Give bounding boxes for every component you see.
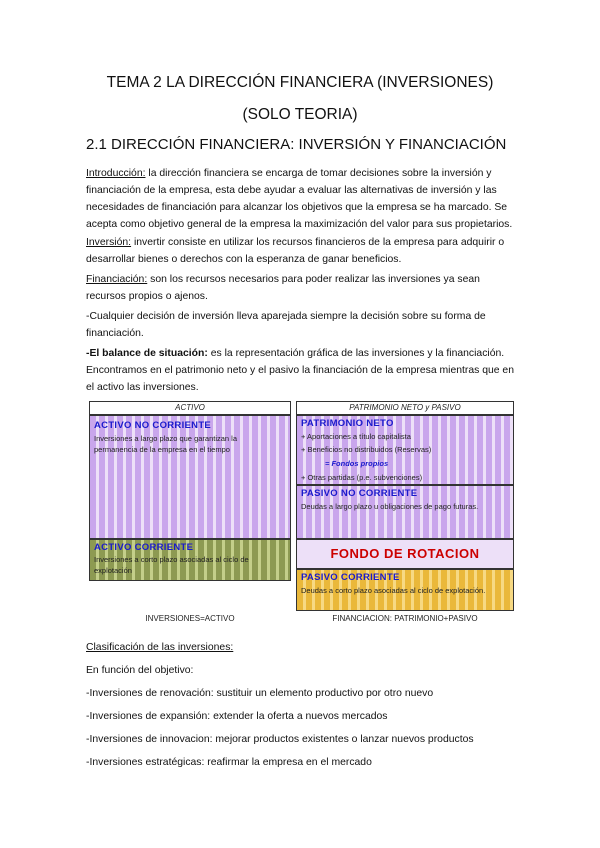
pasivo-no-corriente-text: Deudas a largo plazo u obligaciones de pago futuras.	[301, 502, 479, 511]
clasificacion-heading-text: Clasificación de las inversiones:	[86, 642, 234, 653]
pn-item-4: + Otras partidas (p.e. subvenciones)	[301, 473, 423, 482]
balance-text: es la representación gráfica de las inversiones y la financiación. Encontramos en el patrimonio neto y el pasivo la financiación de la empresa mientras que en el activo las inversiones.	[86, 348, 514, 393]
clasificacion-subheading: En función del objetivo:	[86, 665, 194, 676]
financiacion-paragraph	[86, 271, 518, 305]
pasivo-corriente-text: Deudas a corto plazo asociadas al ciclo de explotación.	[301, 586, 486, 595]
activo-header: ACTIVO	[175, 403, 205, 412]
activo-no-corriente-text: Inversiones a largo plazo que garantizan la permanencia de la empresa en el tiempo	[94, 434, 238, 454]
list-item: -Inversiones estratégicas: reafirmar la empresa en el mercado	[86, 757, 372, 768]
balance-term: -El balance de situación:	[86, 348, 208, 359]
section-heading: 2.1 DIRECCIÓN FINANCIERA: INVERSIÓN Y FINANCIACIÓN	[86, 136, 507, 153]
inversion-text: invertir consiste en utilizar los recursos financieros de la empresa para adquirir o desarrollar bienes o derechos con la esperanza de ganar beneficios.	[86, 237, 505, 265]
decision-paragraph: -Cualquier decisión de inversión lleva aparejada siempre la decisión sobre su forma de financiación.	[86, 311, 486, 339]
page-subtitle: (SOLO TEORIA)	[242, 106, 358, 123]
inversion-paragraph	[86, 234, 518, 268]
financiacion-term: Financiación:	[86, 274, 148, 285]
inversion-term: Inversión:	[86, 237, 132, 248]
intro-text: la dirección financiera se encarga de tomar decisiones sobre la inversión y financiación de la empresa, esta debe ayudar a evaluar las alternativas de inversión y las necesidades de financiación para alcanzar los objetivos que la empresa se ha marcado. Se acepta como objetivo general de la empresa la maximización del valor para sus propietarios.	[86, 168, 513, 230]
pn-item-2: + Beneficios no distribuidos (Reservas)	[301, 445, 432, 454]
pasivo-corriente-label: PASIVO CORRIENTE	[301, 572, 400, 583]
patrimonio-neto-label: PATRIMONIO NETO	[301, 418, 394, 429]
pasivo-no-corriente-label: PASIVO NO CORRIENTE	[301, 488, 418, 499]
pn-item-1: + Aportaciones a título capitalista	[301, 432, 411, 441]
list-item: -Inversiones de renovación: sustituir un elemento productivo por otro nuevo	[86, 688, 434, 699]
fondo-rotacion-label: FONDO DE ROTACION	[330, 546, 480, 561]
activo-corriente-label: ACTIVO CORRIENTE	[94, 542, 194, 553]
intro-term: Introducción:	[86, 168, 146, 179]
balance-paragraph	[86, 345, 518, 396]
activo-corriente-text: Inversiones a corto plazo asociadas al ciclo de explotación	[94, 555, 249, 575]
page-title: TEMA 2 LA DIRECCIÓN FINANCIERA (INVERSIONES)	[106, 74, 494, 91]
caption-right: FINANCIACION: PATRIMONIO+PASIVO	[332, 614, 478, 623]
clasificacion-heading	[86, 639, 518, 656]
activo-no-corriente-label: ACTIVO NO CORRIENTE	[94, 420, 212, 431]
caption-left: INVERSIONES=ACTIVO	[145, 614, 235, 623]
pn-item-3: = Fondos propios	[325, 459, 389, 468]
pn-header: PATRIMONIO NETO y PASIVO	[349, 403, 461, 412]
intro-paragraph	[86, 165, 518, 233]
financiacion-text: son los recursos necesarios para poder realizar las inversiones ya sean recursos propios o ajenos.	[86, 274, 480, 302]
list-item: -Inversiones de innovacion: mejorar productos existentes o lanzar nuevos productos	[86, 734, 474, 745]
list-item: -Inversiones de expansión: extender la oferta a nuevos mercados	[86, 711, 388, 722]
